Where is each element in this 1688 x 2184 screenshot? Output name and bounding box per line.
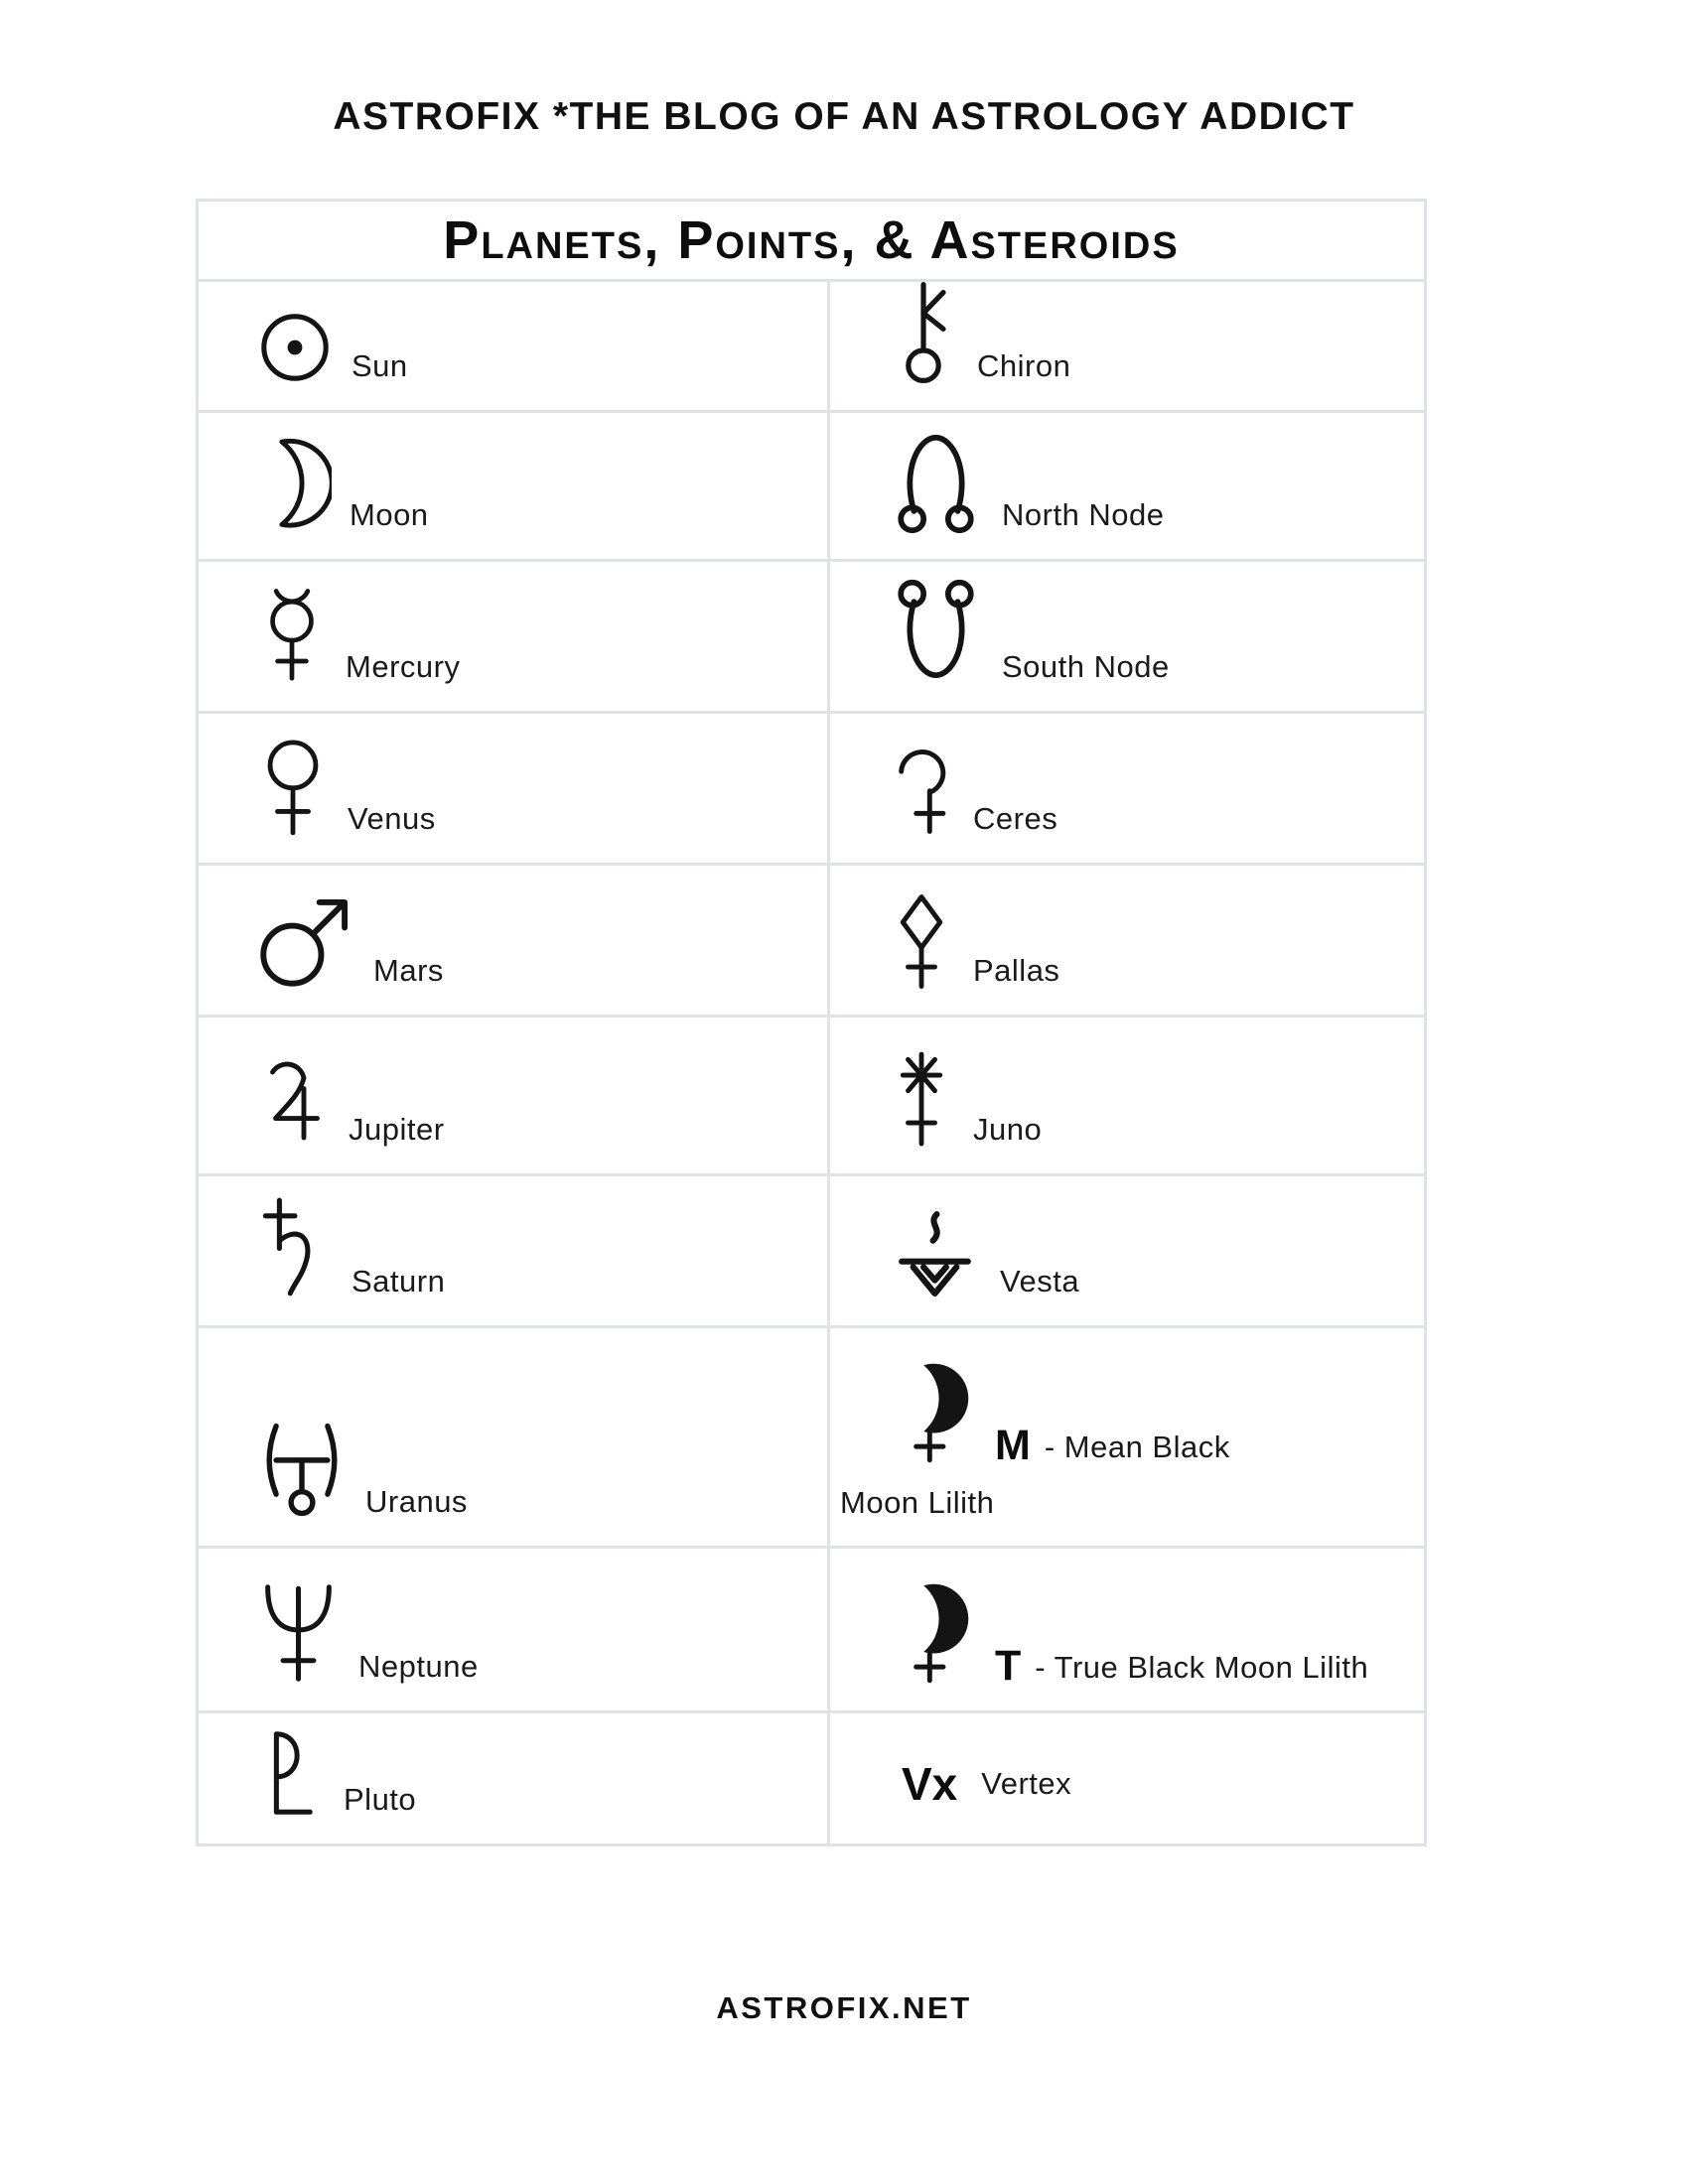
juno-icon xyxy=(888,1048,955,1150)
symbol-label: Ceres xyxy=(973,801,1058,837)
pallas-icon xyxy=(888,892,955,991)
symbol-label: Pallas xyxy=(973,953,1060,989)
cell-pallas xyxy=(830,866,1424,1015)
table-row xyxy=(199,559,1424,711)
chiron-icon xyxy=(888,275,959,386)
cell-north-node xyxy=(830,413,1424,559)
symbol-label: Sun xyxy=(352,348,408,384)
black-moon-lilith-icon xyxy=(900,1578,971,1688)
symbol-label: Saturn xyxy=(352,1264,446,1299)
mercury-icon xyxy=(256,587,328,687)
cell-moon xyxy=(199,413,830,559)
table-row xyxy=(199,1173,1424,1325)
symbol-prefix: T xyxy=(995,1642,1022,1690)
symbol-prefix: M xyxy=(995,1422,1031,1469)
table-row xyxy=(199,1710,1424,1843)
cell-vertex xyxy=(830,1713,1424,1843)
symbol-label: Pluto xyxy=(344,1782,417,1818)
table-row xyxy=(199,279,1424,410)
cell-mars xyxy=(199,866,830,1015)
uranus-icon xyxy=(256,1418,348,1522)
table-row xyxy=(199,1325,1424,1546)
cell-mean-black-moon-lilith xyxy=(830,1328,1299,1546)
table-row xyxy=(199,863,1424,1015)
symbol-label: Uranus xyxy=(365,1484,468,1520)
cell-south-node xyxy=(830,562,1424,711)
symbol-label: Chiron xyxy=(977,348,1071,384)
cell-pluto xyxy=(199,1713,830,1843)
moon-icon xyxy=(256,436,332,535)
symbol-label: Vesta xyxy=(1000,1264,1080,1299)
cell-chiron xyxy=(830,282,1424,410)
cell-ceres xyxy=(830,714,1424,863)
cell-sun xyxy=(199,282,830,410)
table-title: Planets, Points, & Asteroids xyxy=(443,210,1180,270)
cell-jupiter xyxy=(199,1018,830,1173)
symbol-label: - True Black Moon Lilith xyxy=(1035,1650,1369,1685)
symbol-label: Venus xyxy=(348,801,436,837)
table-row xyxy=(199,410,1424,559)
south-node-icon xyxy=(888,578,984,687)
cell-vesta xyxy=(830,1176,1424,1325)
cell-mercury xyxy=(199,562,830,711)
symbol-label: - Mean Black Moon Lilith xyxy=(840,1430,1230,1520)
black-moon-lilith-icon xyxy=(900,1358,971,1467)
north-node-icon xyxy=(888,426,984,535)
cell-neptune xyxy=(199,1549,830,1710)
symbol-label: Mercury xyxy=(346,649,461,685)
table-row xyxy=(199,711,1424,863)
jupiter-icon xyxy=(256,1045,331,1150)
symbol-label: Mars xyxy=(373,953,444,989)
symbol-label: Vertex xyxy=(981,1765,1072,1801)
table-row xyxy=(199,1546,1424,1710)
symbol-label: South Node xyxy=(1002,649,1170,685)
symbol-label: Neptune xyxy=(358,1649,479,1685)
pluto-icon xyxy=(256,1726,326,1820)
cell-uranus xyxy=(199,1328,830,1546)
vesta-icon xyxy=(888,1208,982,1301)
mars-icon xyxy=(256,891,355,991)
symbol-label: Moon xyxy=(350,497,429,533)
table-row xyxy=(199,1015,1424,1173)
ceres-icon xyxy=(888,742,955,839)
venus-icon xyxy=(256,736,330,839)
symbol-label: North Node xyxy=(1002,497,1165,533)
cell-saturn xyxy=(199,1176,830,1325)
cell-venus xyxy=(199,714,830,863)
cell-juno xyxy=(830,1018,1424,1173)
vertex-symbol: Vx xyxy=(902,1757,958,1810)
symbol-table xyxy=(196,199,1427,1846)
site-url: ASTROFIX.NET xyxy=(716,1990,972,2025)
neptune-icon xyxy=(256,1579,341,1687)
symbol-label: Jupiter xyxy=(349,1112,445,1148)
symbol-label: Juno xyxy=(973,1112,1043,1148)
sun-icon xyxy=(256,309,334,386)
saturn-icon xyxy=(256,1192,334,1301)
page-title: ASTROFIX *THE BLOG OF AN ASTROLOGY ADDICT xyxy=(333,95,1355,138)
cell-true-black-moon-lilith xyxy=(830,1549,1424,1710)
